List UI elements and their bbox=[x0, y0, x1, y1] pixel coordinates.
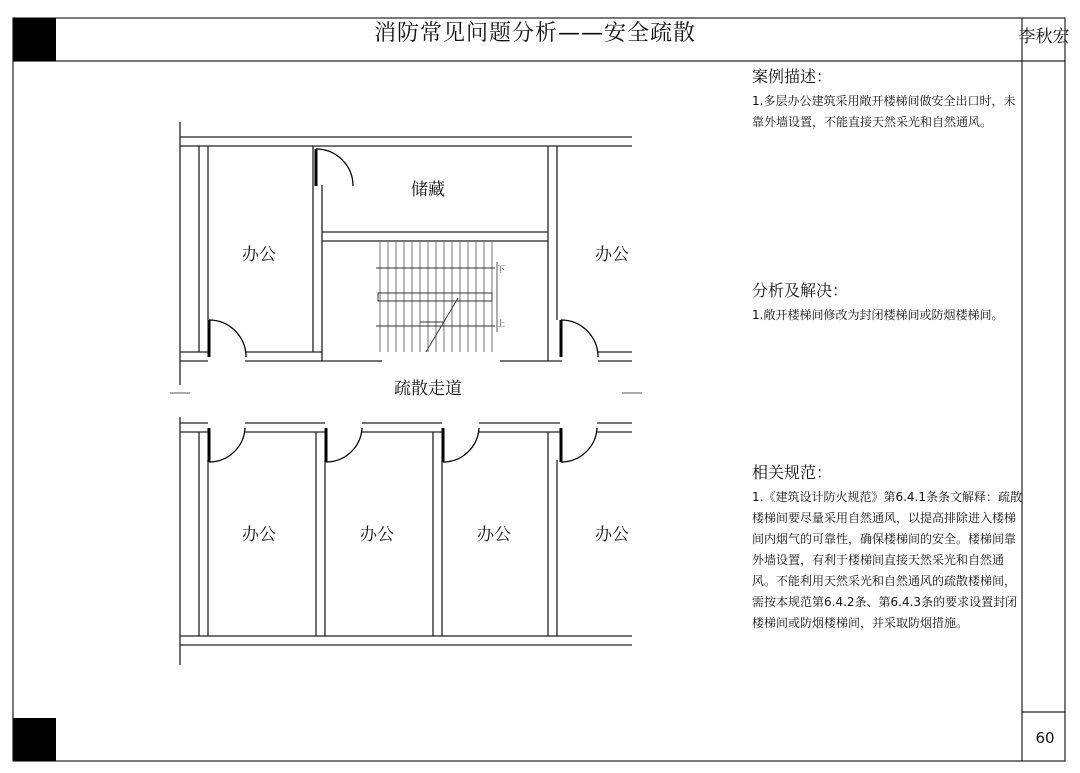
door-office-bottom-4 bbox=[561, 428, 597, 462]
section-heading: 案例描述： bbox=[752, 67, 833, 86]
door-storage bbox=[316, 149, 353, 186]
page-number: 60 bbox=[1035, 729, 1055, 747]
section-case-description bbox=[752, 64, 1022, 133]
room-label-office-bottom-4: 办公 bbox=[595, 525, 629, 545]
section-regulations bbox=[752, 460, 1022, 634]
page-title: 消防常见问题分析——安全疏散 bbox=[373, 21, 696, 46]
section-heading: 相关规范： bbox=[752, 463, 833, 482]
door-office-bottom-1 bbox=[209, 428, 245, 462]
stair-down-mark: 下 bbox=[497, 265, 505, 274]
door-office-bottom-3 bbox=[443, 428, 479, 462]
stair-treads bbox=[376, 242, 497, 352]
stair-up-mark: 上 bbox=[497, 319, 505, 328]
section-analysis bbox=[752, 278, 1022, 326]
door-office-top-right bbox=[561, 320, 598, 357]
door-office-top-left bbox=[209, 320, 246, 357]
room-label-office-bottom-1: 办公 bbox=[242, 525, 276, 545]
room-label-office-top-right: 办公 bbox=[595, 245, 629, 265]
section-heading: 分析及解决： bbox=[752, 281, 849, 300]
door-office-bottom-2 bbox=[326, 428, 362, 462]
corridor-label: 疏散走道 bbox=[394, 379, 462, 399]
section-body: 1.多层办公建筑采用敞开楼梯间做安全出口时，未靠外墙设置，不能直接天然采光和自然通风。 bbox=[752, 94, 1016, 129]
room-label-storage: 储藏 bbox=[411, 180, 445, 200]
section-body: 1.敞开楼梯间修改为封闭楼梯间或防烟楼梯间。 bbox=[752, 308, 1004, 322]
section-body: 1.《建筑设计防火规范》第6.4.1条条文解释：疏散楼梯间要尽量采用自然通风，以提高排除进入楼梯间内烟气的可靠性，确保楼梯间的安全。楼梯间靠外墙设置，有利于楼梯间直接天然采光和自然通风。不能利用天然采光和自然通风的疏散楼梯间，需按本规范第6.4.2条、第6.4.3条的要求设置封闭楼梯间或防烟楼梯间，并采取防烟措施。 bbox=[752, 490, 1022, 630]
author-name: 李秋宏 bbox=[1018, 27, 1070, 47]
room-label-office-bottom-2: 办公 bbox=[360, 525, 394, 545]
room-label-office-bottom-3: 办公 bbox=[477, 525, 511, 545]
room-label-office-top-left: 办公 bbox=[242, 245, 276, 265]
